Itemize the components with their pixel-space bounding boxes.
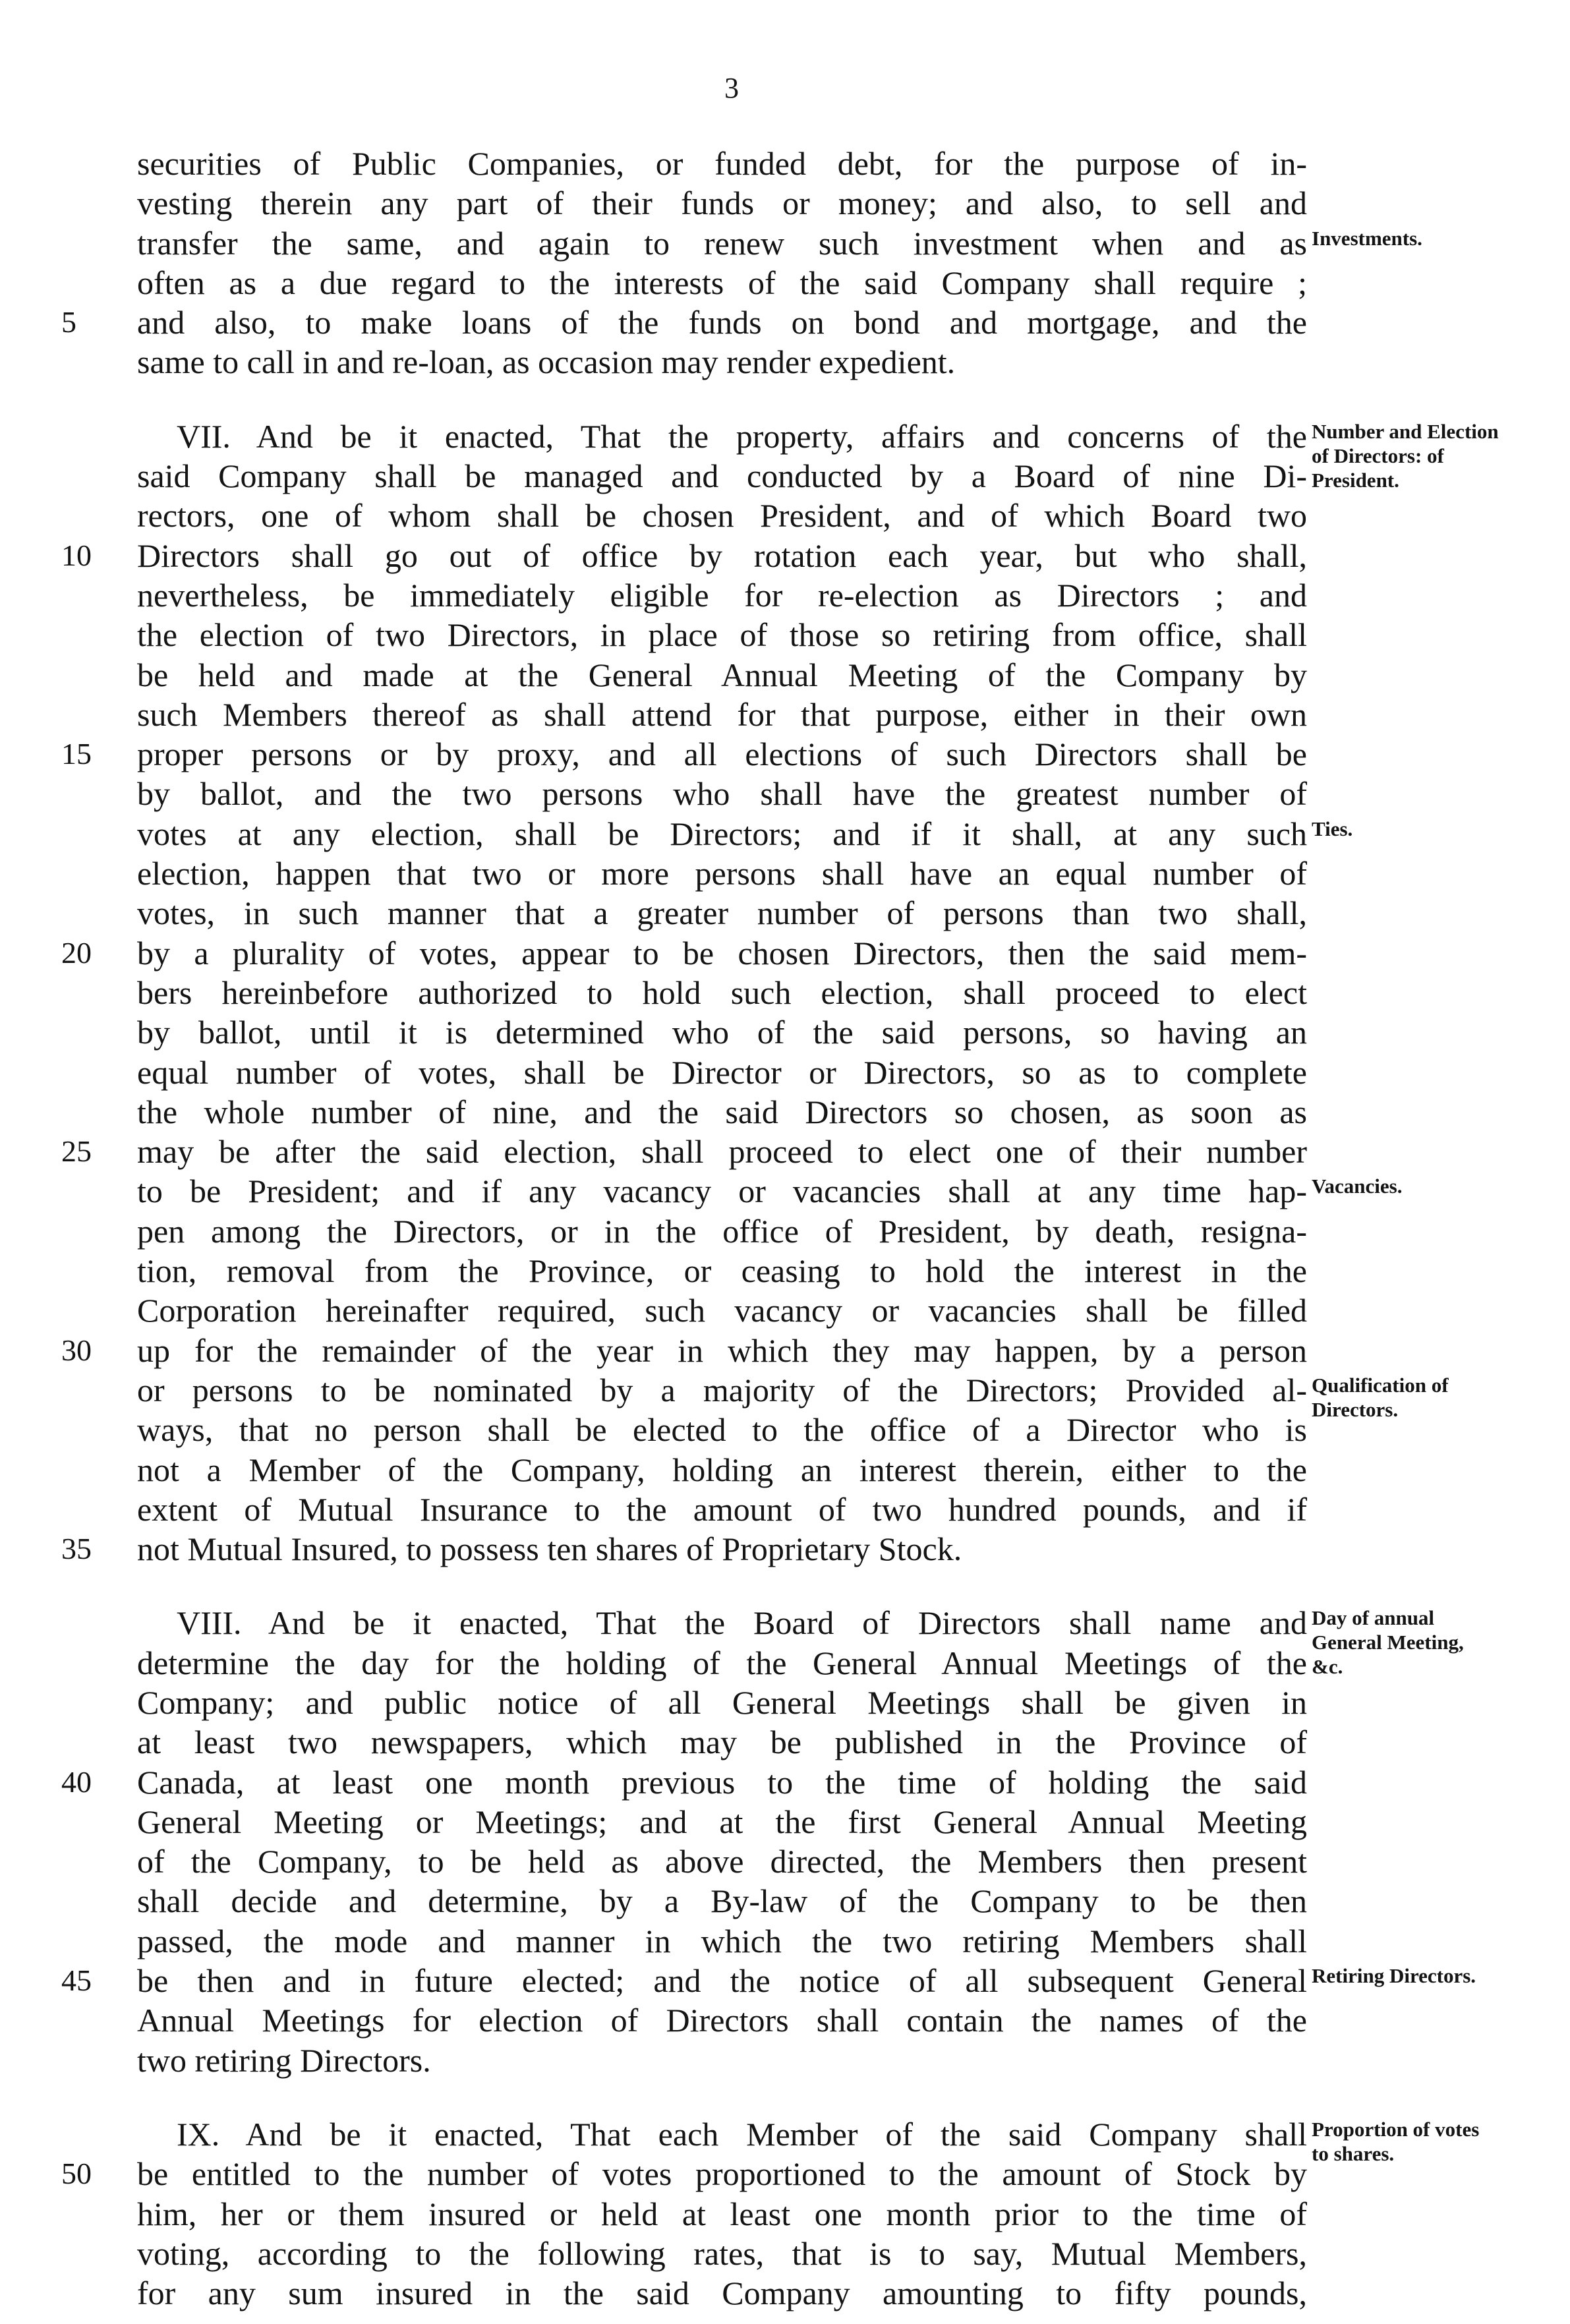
text-line-content: at least two newspapers, which may be published in the Province of bbox=[137, 1724, 1307, 1761]
text-line bbox=[137, 496, 1307, 535]
text-line-content: tion, removal from the Province, or ceasing to hold the interest in the bbox=[137, 1252, 1307, 1290]
text-line-content: said Company shall be managed and conducted by a Board of nine Di- bbox=[137, 457, 1307, 495]
text-line bbox=[137, 1842, 1307, 1881]
text-line-content: not Mutual Insured, to possess ten shares of Proprietary Stock. bbox=[137, 1530, 962, 1568]
text-line-content: rectors, one of whom shall be chosen President, and of which Board two bbox=[137, 497, 1307, 535]
line-number: 5 bbox=[61, 305, 76, 339]
text-line bbox=[137, 615, 1307, 654]
text-line-content: him, her or them insured or held at least one month prior to the time of bbox=[137, 2195, 1307, 2232]
text-line-content: same to call in and re-loan, as occasion may render expedient. bbox=[137, 343, 956, 381]
line-number: 35 bbox=[61, 1532, 92, 1566]
text-line bbox=[137, 2000, 1307, 2040]
text-line-content: often as a due regard to the interests of the said Company shall require ; bbox=[137, 264, 1307, 301]
text-line bbox=[137, 575, 1307, 615]
text-line bbox=[61, 536, 1307, 575]
text-line bbox=[137, 854, 1307, 893]
line-number: 20 bbox=[61, 935, 92, 970]
text-line-content: General Meeting or Meetings; and at the first General Annual Meeting bbox=[137, 1803, 1307, 1840]
line-number: 25 bbox=[61, 1134, 92, 1169]
text-line-content: Directors shall go out of office by rotation each year, but who shall, bbox=[137, 537, 1307, 574]
text-line-content: ways, that no person shall be elected to the office of a Director who is bbox=[137, 1411, 1307, 1449]
text-line bbox=[137, 814, 1307, 854]
text-line bbox=[137, 2273, 1307, 2313]
text-line-content: for any sum insured in the said Company amounting to fifty pounds, bbox=[137, 2275, 1307, 2312]
margin-note: Ties. bbox=[1312, 817, 1353, 840]
text-line-content: VIII. And be it enacted, That the Board of Directors shall name and bbox=[177, 1604, 1307, 1642]
text-line-content: such Members thereof as shall attend for that purpose, either in their own bbox=[137, 695, 1307, 733]
text-line-content: to be President; and if any vacancy or vacancies shall at any time hap- bbox=[137, 1173, 1307, 1210]
text-line bbox=[137, 417, 1307, 456]
text-line bbox=[61, 1331, 1307, 1370]
text-line bbox=[137, 1410, 1307, 1449]
text-line-content: proper persons or by proxy, and all elections of such Directors shall be bbox=[137, 736, 1307, 773]
text-line-content: the whole number of nine, and the said Directors so chosen, as soon as bbox=[137, 1093, 1307, 1130]
text-line-content: by ballot, and the two persons who shall have the greatest number of bbox=[137, 775, 1307, 813]
text-line-content: by ballot, until it is determined who of the said persons, so having an bbox=[137, 1014, 1307, 1051]
text-line-content: Canada, at least one month previous to the time of holding the said bbox=[137, 1763, 1307, 1801]
text-line bbox=[137, 695, 1307, 734]
line-number: 30 bbox=[61, 1333, 92, 1367]
text-line bbox=[61, 1132, 1307, 1171]
text-line-content: or persons to be nominated by a majority of the Directors; Provided al- bbox=[137, 1371, 1307, 1409]
text-line bbox=[137, 1490, 1307, 1529]
text-line bbox=[137, 144, 1307, 183]
text-line bbox=[137, 1053, 1307, 1092]
margin-note: Investments. bbox=[1312, 227, 1422, 250]
text-line bbox=[137, 263, 1307, 303]
margin-note: Day of annual General Meeting, &c. bbox=[1312, 1606, 1464, 1678]
text-line-content: the election of two Directors, in place of those so retiring from office, shall bbox=[137, 616, 1307, 654]
line-number: 15 bbox=[61, 737, 92, 771]
margin-note: Proportion of votes to shares. bbox=[1312, 2118, 1480, 2165]
text-line-content: and also, to make loans of the funds on bond and mortgage, and the bbox=[137, 304, 1307, 341]
text-line-content: by a plurality of votes, appear to be chosen Directors, then the said mem- bbox=[137, 934, 1307, 972]
text-line bbox=[137, 223, 1307, 263]
text-line bbox=[137, 1683, 1307, 1722]
text-line-content: be held and made at the General Annual Meeting of the Company by bbox=[137, 656, 1307, 693]
text-line bbox=[137, 1092, 1307, 1132]
text-line bbox=[137, 2114, 1307, 2154]
text-line-content: up for the remainder of the year in which they may happen, by a person bbox=[137, 1331, 1307, 1369]
text-line bbox=[137, 183, 1307, 223]
text-line-content: Company; and public notice of all General Meetings shall be given in bbox=[137, 1683, 1307, 1721]
text-line-content: pen among the Directors, or in the office of President, by death, resigna- bbox=[137, 1212, 1307, 1250]
text-line-content: be then and in future elected; and the notice of all subsequent General bbox=[137, 1962, 1307, 2000]
text-line bbox=[137, 1603, 1307, 1642]
text-line bbox=[137, 1722, 1307, 1762]
text-line-content: transfer the same, and again to renew such investment when and as bbox=[137, 224, 1307, 262]
text-line-content: votes, in such manner that a greater number of persons than two shall, bbox=[137, 894, 1307, 932]
text-line bbox=[137, 893, 1307, 933]
text-line bbox=[61, 933, 1307, 973]
text-line bbox=[137, 2234, 1307, 2273]
text-line bbox=[61, 1762, 1307, 1802]
line-number: 45 bbox=[61, 1963, 92, 1998]
margin-note: Number and Election of Directors: of President. bbox=[1312, 420, 1499, 492]
text-line bbox=[61, 734, 1307, 774]
text-line-content: vesting therein any part of their funds or money; and also, to sell and bbox=[137, 185, 1307, 222]
text-line-content: not a Member of the Company, holding an interest therein, either to the bbox=[137, 1451, 1307, 1488]
text-line bbox=[137, 342, 1307, 382]
text-line-content: shall decide and determine, by a By-law of the Company to be then bbox=[137, 1882, 1307, 1920]
text-line bbox=[137, 973, 1307, 1012]
text-line bbox=[137, 1012, 1307, 1052]
text-line-content: two retiring Directors. bbox=[137, 2041, 431, 2079]
text-line bbox=[137, 1291, 1307, 1330]
text-line bbox=[137, 2041, 1307, 2080]
text-line-content: extent of Mutual Insurance to the amount of two hundred pounds, and if bbox=[137, 1490, 1307, 1528]
line-number: 50 bbox=[61, 2157, 92, 2191]
page-number: 3 bbox=[724, 72, 739, 104]
text-line-content: election, happen that two or more persons shall have an equal number of bbox=[137, 855, 1307, 892]
text-line bbox=[137, 1450, 1307, 1490]
text-line bbox=[61, 1961, 1307, 2000]
text-line bbox=[137, 1643, 1307, 1683]
text-line bbox=[61, 2154, 1307, 2193]
text-line bbox=[137, 1251, 1307, 1291]
text-line bbox=[137, 655, 1307, 695]
text-line-content: securities of Public Companies, or funded debt, for the purpose of in- bbox=[137, 145, 1307, 182]
margin-note: Retiring Directors. bbox=[1312, 1964, 1476, 1987]
text-line bbox=[137, 2194, 1307, 2234]
text-line bbox=[137, 774, 1307, 813]
text-line-content: nevertheless, be immediately eligible for re-election as Directors ; and bbox=[137, 576, 1307, 614]
text-line-content: voting, according to the following rates, that is to say, Mutual Members, bbox=[137, 2234, 1307, 2272]
text-line bbox=[61, 1529, 1307, 1569]
text-line-content: equal number of votes, shall be Director or Directors, so as to complete bbox=[137, 1053, 1307, 1091]
line-number: 40 bbox=[61, 1764, 92, 1799]
text-line bbox=[137, 1881, 1307, 1921]
margin-note: Vacancies. bbox=[1312, 1175, 1403, 1198]
text-line-content: bers hereinbefore authorized to hold such election, shall proceed to elect bbox=[137, 973, 1307, 1011]
text-line-content: be entitled to the number of votes proportioned to the amount of Stock by bbox=[137, 2155, 1307, 2193]
text-line-content: votes at any election, shall be Directors; and if it shall, at any such bbox=[137, 815, 1307, 852]
text-line bbox=[137, 1211, 1307, 1251]
text-line-content: determine the day for the holding of the General Annual Meetings of the bbox=[137, 1644, 1307, 1681]
margin-note: Qualification of Directors. bbox=[1312, 1374, 1449, 1421]
line-number: 10 bbox=[61, 538, 92, 572]
text-line bbox=[61, 303, 1307, 342]
text-line-content: passed, the mode and manner in which the two retiring Members shall bbox=[137, 1922, 1307, 1960]
text-line-content: IX. And be it enacted, That each Member of the said Company shall bbox=[177, 2115, 1307, 2153]
text-line bbox=[137, 1921, 1307, 1961]
text-line bbox=[137, 1802, 1307, 1842]
statute-text bbox=[61, 144, 1307, 2313]
text-line-content: VII. And be it enacted, That the property, affairs and concerns of the bbox=[177, 417, 1307, 455]
text-line bbox=[137, 1171, 1307, 1211]
text-line-content: Corporation hereinafter required, such vacancy or vacancies shall be filled bbox=[137, 1292, 1307, 1329]
text-line bbox=[137, 456, 1307, 496]
text-line-content: may be after the said election, shall proceed to elect one of their number bbox=[137, 1133, 1307, 1171]
text-line bbox=[137, 1370, 1307, 1410]
text-line-content: Annual Meetings for election of Directors shall contain the names of the bbox=[137, 2002, 1307, 2039]
text-line-content: of the Company, to be held as above directed, the Members then present bbox=[137, 1843, 1307, 1880]
